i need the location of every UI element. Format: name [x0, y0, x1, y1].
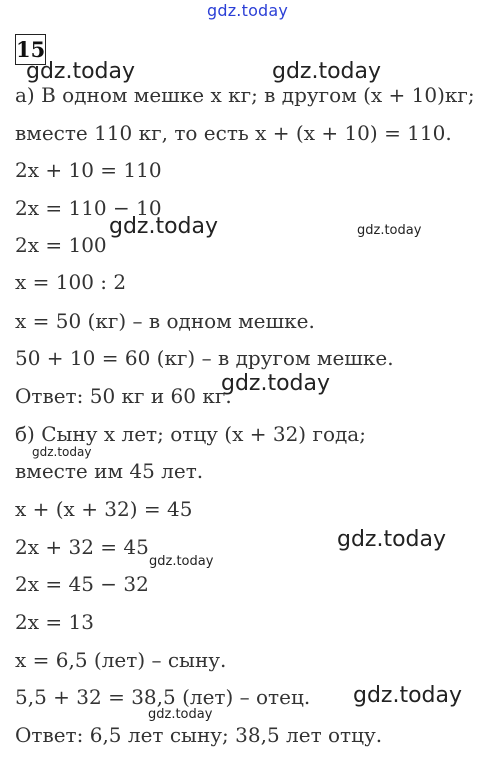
- answer-line: Ответ: 50 кг и 60 кг.: [15, 384, 232, 408]
- solution-line: 2x = 100: [15, 233, 107, 257]
- answer-line: Ответ: 6,5 лет сыну; 38,5 лет отцу.: [15, 723, 383, 747]
- watermark: gdz.today: [357, 223, 422, 238]
- solution-line: 2x = 45 − 32: [15, 572, 149, 596]
- solution-line: вместе им 45 лет.: [15, 459, 204, 483]
- solution-line: 2x = 13: [15, 610, 94, 634]
- solution-line: x = 6,5 (лет) – сыну.: [15, 648, 227, 672]
- watermark: gdz.today: [221, 371, 331, 396]
- solution-line: вместе 110 кг, то есть x + (x + 10) = 110.: [15, 121, 452, 145]
- watermark: gdz.today: [148, 707, 213, 722]
- watermark: gdz.today: [337, 527, 447, 552]
- watermark: gdz.today: [353, 683, 463, 708]
- solution-line: x = 50 (кг) – в одном мешке.: [15, 309, 315, 333]
- solution-line: 2x + 10 = 110: [15, 158, 162, 182]
- problem-number: 15: [15, 34, 46, 65]
- watermark: gdz.today: [26, 59, 136, 84]
- solution-line: 50 + 10 = 60 (кг) – в другом мешке.: [15, 346, 394, 370]
- watermark: gdz.today: [272, 59, 382, 84]
- watermark-top: gdz.today: [207, 1, 289, 20]
- solution-line: x + (x + 32) = 45: [15, 497, 193, 521]
- solution-line: x = 100 : 2: [15, 270, 127, 294]
- solution-line: 2x + 32 = 45: [15, 535, 149, 559]
- watermark: gdz.today: [149, 554, 214, 569]
- solution-line: б) Сыну x лет; отцу (x + 32) года;: [15, 422, 366, 446]
- solution-line: 2x = 110 − 10: [15, 196, 162, 220]
- watermark: gdz.today: [32, 445, 92, 459]
- solution-line: а) В одном мешке x кг; в другом (x + 10)кг;: [15, 83, 475, 107]
- watermark: gdz.today: [109, 214, 219, 239]
- solution-line: 5,5 + 32 = 38,5 (лет) – отец.: [15, 685, 311, 709]
